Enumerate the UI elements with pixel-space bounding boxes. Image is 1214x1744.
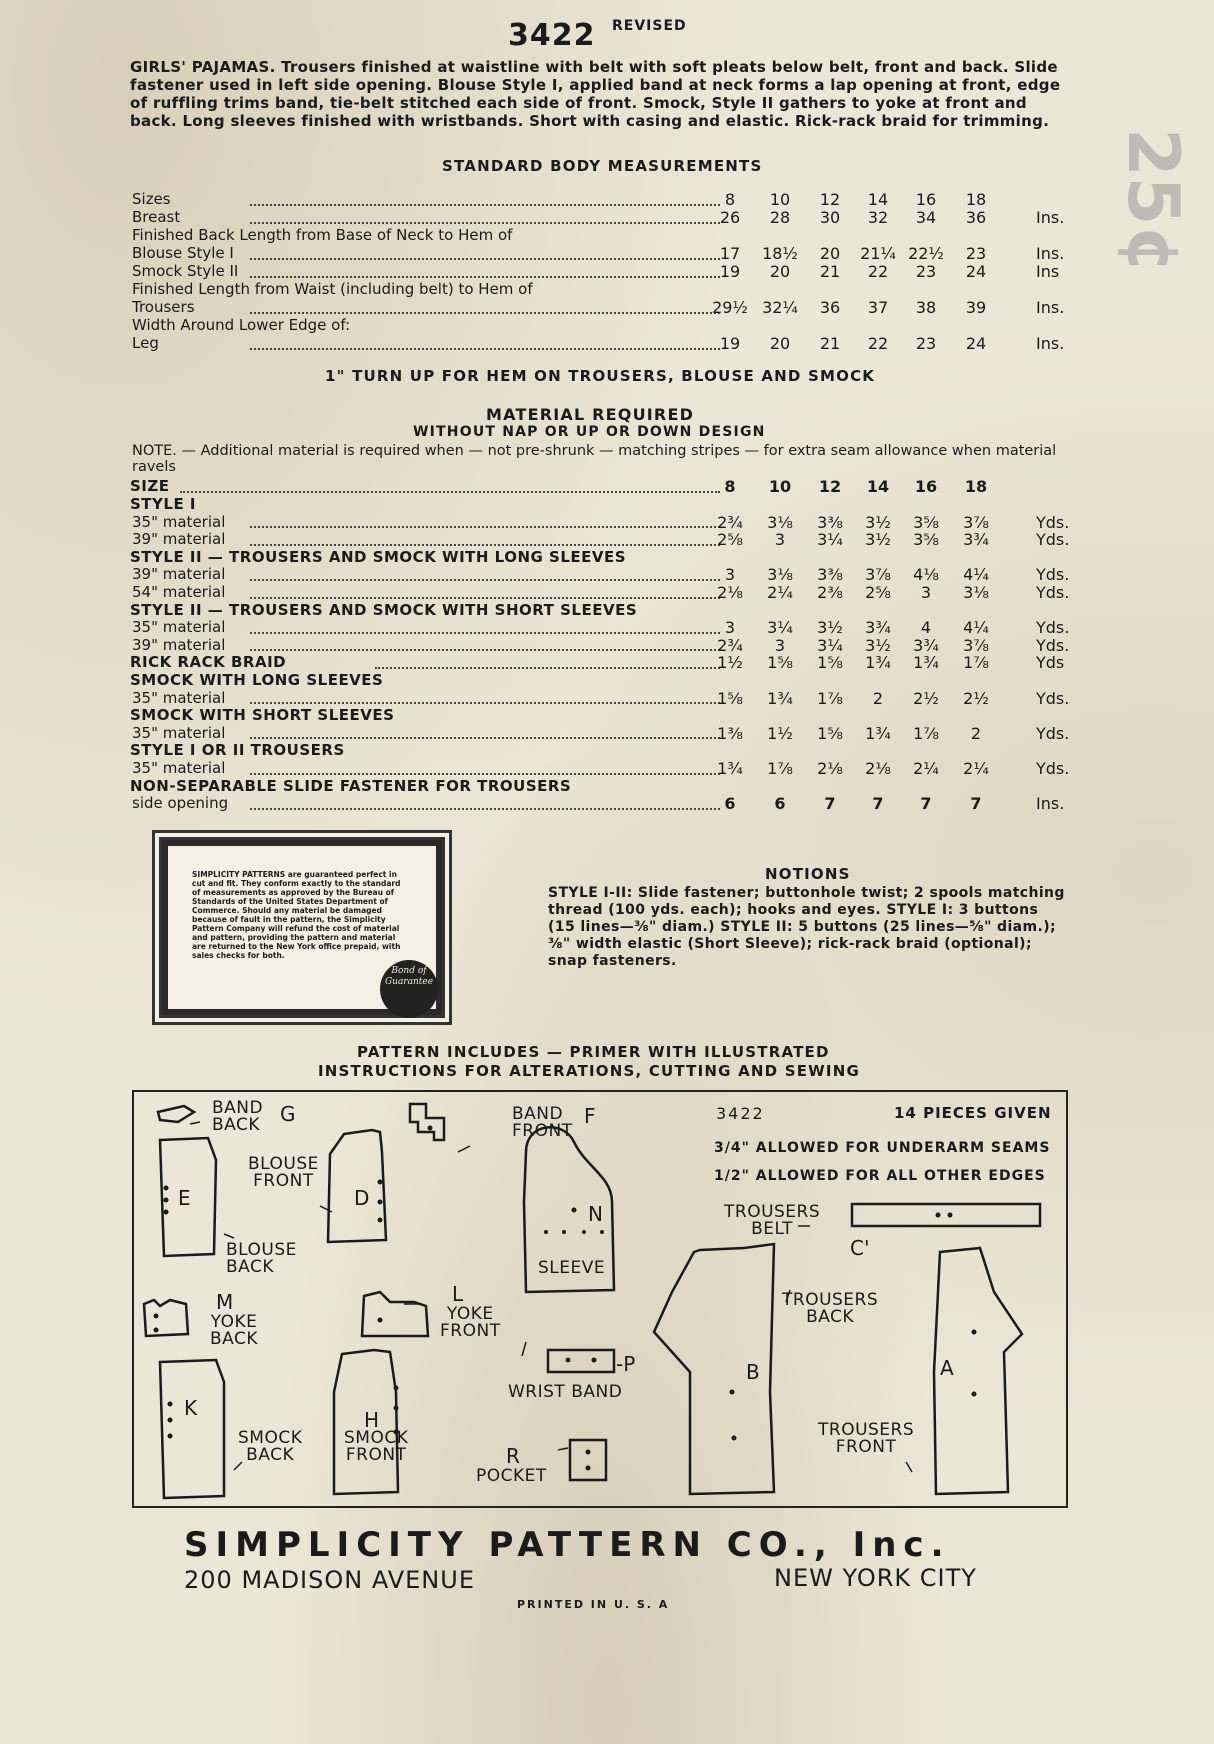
piece-letter-h: H <box>364 1408 380 1432</box>
measurements-table <box>130 190 1075 355</box>
piece-letter-a: A <box>940 1356 954 1380</box>
table-cell: 3 <box>724 565 736 585</box>
table-cell: 18 <box>965 190 987 209</box>
table-cell: 2¼ <box>767 583 793 602</box>
row-label: Finished Back Length from Base of Neck to Hem of <box>132 226 513 244</box>
guarantee-text: SIMPLICITY PATTERNS are guaranteed perfect in cut and fit. They conform exactly to the standard of measurements as approved by the Bureau of Standards of the United States Department of Commerce. Should any material be damaged because of fault in the pattern, the Simplicity Pattern Company will refund the cost of material and pattern, providing the pattern and material are returned to the New York office prepaid, with sales checks for both. <box>192 870 401 960</box>
table-cell: 1⅞ <box>767 759 793 778</box>
table-cell: 21¼ <box>860 244 896 263</box>
row-label: Sizes <box>132 190 171 208</box>
table-cell: 3½ <box>865 635 891 655</box>
piece-letter-m: M <box>216 1290 234 1314</box>
section-heading: STYLE II — TROUSERS AND SMOCK WITH LONG SLEEVES <box>130 547 627 566</box>
includes-line1: PATTERN INCLUDES — PRIMER WITH ILLUSTRATED <box>357 1043 830 1061</box>
leader-dots <box>250 579 720 581</box>
table-row <box>130 671 1075 689</box>
table-cell: 3⅜ <box>817 565 843 585</box>
table-cell: 1¾ <box>865 653 891 673</box>
unit-label: Yds. <box>1036 688 1070 708</box>
row-label: side opening <box>132 794 229 813</box>
table-cell: 2⅝ <box>865 583 891 602</box>
table-cell: 3¾ <box>865 618 891 638</box>
leader-dots <box>250 649 720 651</box>
unit-label: Yds <box>1036 653 1065 673</box>
piece-letter-c: C' <box>850 1236 870 1260</box>
revised-label: REVISED <box>612 18 687 34</box>
row-label: 39" material <box>132 565 226 584</box>
table-row <box>130 280 1075 298</box>
row-label: 35" material <box>132 512 226 531</box>
table-cell: 19 <box>719 262 741 281</box>
row-label: 39" material <box>132 530 226 549</box>
table-row <box>130 724 1075 742</box>
size-column-header: 8 <box>724 477 736 496</box>
table-row <box>130 741 1075 759</box>
table-cell: 1⅝ <box>817 653 843 673</box>
pattern-number: 3422 <box>508 18 596 53</box>
table-cell: 12 <box>819 190 841 209</box>
smock-front-label: SMOCK FRONT <box>344 1428 409 1465</box>
section-heading: RICK RACK BRAID <box>130 653 287 672</box>
table-cell: 3⅛ <box>767 565 793 585</box>
measurements-title: STANDARD BODY MEASUREMENTS <box>442 157 763 175</box>
blouse-back-label: BLOUSE BACK <box>226 1240 297 1277</box>
row-label: Width Around Lower Edge of: <box>132 316 351 334</box>
trousers-front-label: TROUSERS FRONT <box>818 1420 915 1457</box>
table-cell: 3⅜ <box>817 512 843 532</box>
leader-dots <box>375 667 720 669</box>
table-cell: 3 <box>774 530 786 550</box>
piece-letter-k: K <box>184 1396 198 1420</box>
printed-in-usa: PRINTED IN U. S. A <box>517 1598 670 1611</box>
table-cell: 21 <box>819 334 841 353</box>
size-column-header: 10 <box>768 477 792 496</box>
table-cell: 3⅞ <box>963 635 989 655</box>
leader-dots <box>180 491 720 493</box>
size-column-header: 14 <box>866 477 890 496</box>
table-cell: 20 <box>769 262 791 281</box>
company-address: 200 MADISON AVENUE <box>184 1566 475 1594</box>
section-heading: STYLE I OR II TROUSERS <box>130 741 345 760</box>
piece-letter-n: N <box>588 1202 603 1226</box>
table-row <box>130 208 1075 226</box>
table-cell: 32¼ <box>762 298 798 317</box>
leader-dots <box>250 348 720 350</box>
table-cell: 2¾ <box>717 635 743 655</box>
row-label: Smock Style II <box>132 262 239 280</box>
table-cell: 2⅛ <box>717 583 743 602</box>
unit-label: Yds. <box>1036 530 1070 550</box>
table-cell: 17 <box>719 244 741 263</box>
section-heading: STYLE I <box>130 495 197 513</box>
yoke-back-label: YOKE BACK <box>210 1312 259 1349</box>
pieces-count: 14 PIECES GIVEN <box>894 1104 1052 1122</box>
table-cell: 20 <box>819 244 841 263</box>
table-row <box>130 706 1075 724</box>
table-cell: 34 <box>915 208 937 227</box>
table-cell: 3⅝ <box>913 512 939 532</box>
table-row <box>130 759 1075 777</box>
section-heading: STYLE II — TROUSERS AND SMOCK WITH SHORT SLEEVES <box>130 600 638 619</box>
unit-label: Yds. <box>1036 618 1070 638</box>
table-cell: 1⅞ <box>963 653 989 673</box>
table-cell: 32 <box>867 208 889 227</box>
size-column-header: 16 <box>914 477 938 496</box>
size-column-header: 18 <box>964 477 988 496</box>
table-row <box>130 689 1075 707</box>
table-cell: 3⅞ <box>865 565 891 585</box>
table-cell: 3½ <box>865 530 891 550</box>
table-row <box>130 244 1075 262</box>
table-cell: 2¾ <box>717 512 743 532</box>
table-cell: 23 <box>915 262 937 281</box>
size-header-row <box>130 477 1075 495</box>
hem-note: 1" TURN UP FOR HEM ON TROUSERS, BLOUSE AND SMOCK <box>325 367 876 385</box>
table-cell: 22 <box>867 334 889 353</box>
table-cell: 22½ <box>908 244 944 263</box>
table-cell: 6 <box>774 794 786 814</box>
unit-label: Yds. <box>1036 723 1070 743</box>
table-cell: 18½ <box>762 244 798 263</box>
smock-back-piece <box>160 1360 224 1498</box>
leader-dots <box>250 632 720 634</box>
row-label: Blouse Style I <box>132 244 234 262</box>
unit-label: Ins. <box>1036 208 1065 227</box>
piece-letter-l: L <box>452 1282 464 1306</box>
table-cell: 4¼ <box>963 618 989 638</box>
band-front-label: BAND FRONT <box>512 1104 573 1141</box>
table-row <box>130 226 1075 244</box>
table-row <box>130 513 1075 531</box>
table-row <box>130 601 1075 619</box>
table-cell: 6 <box>724 794 736 814</box>
leader-dots <box>250 773 720 775</box>
section-heading: SMOCK WITH LONG SLEEVES <box>130 671 384 689</box>
band-back-piece <box>158 1106 194 1122</box>
table-cell: 2⅛ <box>865 759 891 778</box>
company-city: NEW YORK CITY <box>774 1564 977 1592</box>
row-label: Trousers <box>132 298 195 316</box>
unit-label: Ins. <box>1036 244 1065 263</box>
piece-letter-r: R <box>506 1444 520 1468</box>
table-row <box>130 618 1075 636</box>
table-cell: 24 <box>965 262 987 281</box>
trousers-back-label: TROUSERS BACK <box>782 1290 879 1327</box>
table-cell: 39 <box>965 298 987 317</box>
table-cell: 29½ <box>712 298 748 317</box>
material-title: MATERIAL REQUIRED <box>486 405 695 424</box>
table-cell: 4⅛ <box>913 565 939 585</box>
piece-letter-e: E <box>178 1186 191 1210</box>
material-subtitle: WITHOUT NAP OR UP OR DOWN DESIGN <box>413 424 766 440</box>
unit-label: Ins. <box>1036 298 1065 317</box>
section-heading: NON-SEPARABLE SLIDE FASTENER FOR TROUSERS <box>130 776 572 795</box>
table-cell: 19 <box>719 334 741 353</box>
table-cell: 3¼ <box>817 635 843 655</box>
table-cell: 2¼ <box>913 759 939 778</box>
piece-letter-d: D <box>354 1186 370 1210</box>
table-cell: 22 <box>867 262 889 281</box>
material-table <box>130 477 1075 817</box>
wrist-band-label: WRIST BAND <box>508 1382 623 1402</box>
table-cell: 3⅞ <box>963 512 989 532</box>
table-cell: 23 <box>915 334 937 353</box>
table-cell: 2¼ <box>963 759 989 778</box>
table-cell: 1¾ <box>717 759 743 778</box>
row-label: 35" material <box>132 688 226 707</box>
company-name: SIMPLICITY PATTERN CO., Inc. <box>184 1525 951 1565</box>
table-row <box>130 495 1075 513</box>
table-cell: 2⅜ <box>817 583 843 602</box>
band-front-piece <box>410 1104 444 1140</box>
table-cell: 1¾ <box>865 723 891 743</box>
unit-label: Ins <box>1036 262 1060 281</box>
table-cell: 28 <box>769 208 791 227</box>
table-cell: 1⅞ <box>913 723 939 743</box>
pieces-pattern-number: 3422 <box>716 1104 765 1123</box>
trousers-belt-piece <box>852 1204 1040 1226</box>
table-cell: 3¾ <box>913 635 939 655</box>
table-cell: 36 <box>819 298 841 317</box>
unit-label: Yds. <box>1036 635 1070 655</box>
table-cell: 7 <box>970 794 982 814</box>
row-label: 54" material <box>132 583 226 601</box>
blouse-front-label: BLOUSE FRONT <box>248 1154 319 1191</box>
piece-letter-p: -P <box>616 1352 636 1376</box>
table-cell: 1¾ <box>767 688 793 708</box>
table-cell: 3¾ <box>963 530 989 550</box>
table-row <box>130 190 1075 208</box>
leader-dots <box>250 204 720 206</box>
table-row <box>130 262 1075 280</box>
pocket-piece <box>570 1440 606 1480</box>
table-cell: 3⅛ <box>963 583 989 602</box>
allowance-underarm: 3/4" ALLOWED FOR UNDERARM SEAMS <box>714 1140 1051 1156</box>
leader-dots <box>250 737 720 739</box>
leader-dots <box>250 808 720 810</box>
row-label: Finished Length from Waist (including belt) to Hem of <box>132 280 533 298</box>
table-cell: 1⅝ <box>817 723 843 743</box>
table-cell: 7 <box>824 794 836 814</box>
sleeve-label: SLEEVE <box>538 1258 606 1278</box>
table-cell: 3¼ <box>767 618 793 638</box>
table-cell: 26 <box>719 208 741 227</box>
yoke-front-piece <box>362 1292 428 1336</box>
table-cell: 38 <box>915 298 937 317</box>
notions-text: STYLE I-II: Slide fastener; buttonhole twist; 2 spools matching thread (100 yds. each); hooks and eyes. STYLE I: 3 buttons (15 lines—⅜" diam.) STYLE II: 5 buttons (25 lines—⅝" diam.); ⅜" width elastic (Short Sleeve); rick-rack braid (optional); snap fasteners. <box>548 885 1065 969</box>
table-row <box>130 653 1075 671</box>
table-row <box>130 334 1075 352</box>
table-cell: 3 <box>724 618 736 638</box>
leader-dots <box>250 222 720 224</box>
table-cell: 1⅝ <box>717 688 743 708</box>
table-cell: 2 <box>872 688 884 708</box>
table-cell: 1⅝ <box>767 653 793 673</box>
unit-label: Ins. <box>1036 334 1065 353</box>
pattern-pieces-diagram <box>132 1090 1068 1508</box>
guarantee-seal: Bond of Guarantee <box>380 960 438 1018</box>
unit-label: Yds. <box>1036 583 1070 602</box>
leader-dots <box>250 597 720 599</box>
notions-title: NOTIONS <box>765 865 851 883</box>
row-label: 35" material <box>132 759 226 777</box>
table-cell: 2 <box>970 723 982 743</box>
size-column-header: 12 <box>818 477 842 496</box>
row-label: Leg <box>132 334 159 352</box>
table-cell: 2⅝ <box>717 530 743 550</box>
row-label: 39" material <box>132 635 226 654</box>
trousers-belt-label: TROUSERS BELT <box>724 1202 821 1239</box>
pattern-description: GIRLS' PAJAMAS. Trousers finished at waistline with belt with soft pleats below belt, front and back. Slide fastener used in left side opening. Blouse Style I, applied band at neck forms a lap opening at front, edge of ruffling trims band, tie-belt stitched each side of front. Smock, Style II gathers to yoke at front and back. Long sleeves finished with wristbands. Short with casing and elastic. Rick-rack braid for trimming. <box>130 58 1061 130</box>
table-row <box>130 794 1075 812</box>
piece-letter-g: G <box>280 1102 296 1126</box>
table-cell: 1⅞ <box>817 688 843 708</box>
leader-dots <box>250 258 720 260</box>
table-row <box>130 548 1075 566</box>
leader-dots <box>250 702 720 704</box>
table-cell: 2½ <box>963 688 989 708</box>
guarantee-certificate <box>152 830 452 1025</box>
wrist-band-piece <box>548 1350 614 1372</box>
table-cell: 3 <box>920 583 932 602</box>
table-cell: 2½ <box>913 688 939 708</box>
table-row <box>130 298 1075 316</box>
table-cell: 8 <box>724 190 736 209</box>
table-cell: 24 <box>965 334 987 353</box>
material-note: NOTE. — Additional material is required when — not pre-shrunk — matching stripes — for extra seam allowance when material ravels <box>132 443 1057 475</box>
table-cell: 3½ <box>865 512 891 532</box>
section-heading: SMOCK WITH SHORT SLEEVES <box>130 706 395 725</box>
row-label: 35" material <box>132 618 226 637</box>
table-cell: 21 <box>819 262 841 281</box>
table-row <box>130 777 1075 795</box>
price-stamp: 25¢ <box>1112 127 1195 275</box>
table-cell: 7 <box>920 794 932 814</box>
table-cell: 16 <box>915 190 937 209</box>
table-cell: 30 <box>819 208 841 227</box>
table-cell: 1⅜ <box>717 723 743 743</box>
table-cell: 4¼ <box>963 565 989 585</box>
table-cell: 37 <box>867 298 889 317</box>
table-row <box>130 583 1075 601</box>
table-cell: 3¼ <box>817 530 843 550</box>
table-cell: 3½ <box>817 618 843 638</box>
table-row <box>130 316 1075 334</box>
table-cell: 1½ <box>717 653 743 673</box>
table-cell: 7 <box>872 794 884 814</box>
piece-letter-f: F <box>584 1104 596 1128</box>
unit-label: Yds. <box>1036 512 1070 532</box>
table-row <box>130 565 1075 583</box>
table-cell: 1¾ <box>913 653 939 673</box>
yoke-back-piece <box>144 1300 188 1336</box>
table-cell: 20 <box>769 334 791 353</box>
leader-dots <box>250 526 720 528</box>
leader-dots <box>250 276 720 278</box>
smock-back-label: SMOCK BACK <box>238 1428 303 1465</box>
table-cell: 2⅛ <box>817 759 843 778</box>
row-label: Breast <box>132 208 181 226</box>
unit-label: Yds. <box>1036 565 1070 585</box>
table-cell: 36 <box>965 208 987 227</box>
table-row <box>130 530 1075 548</box>
band-back-label: BAND BACK <box>212 1098 264 1135</box>
pocket-label: POCKET <box>476 1466 547 1486</box>
table-cell: 4 <box>920 618 932 638</box>
includes-line2: INSTRUCTIONS FOR ALTERATIONS, CUTTING AND SEWING <box>318 1062 860 1080</box>
leader-dots <box>250 312 720 314</box>
unit-label: Yds. <box>1036 759 1070 778</box>
table-cell: 23 <box>965 244 987 263</box>
size-label: SIZE <box>130 477 170 495</box>
table-cell: 10 <box>769 190 791 209</box>
allowance-other: 1/2" ALLOWED FOR ALL OTHER EDGES <box>714 1168 1046 1184</box>
leader-dots <box>250 544 720 546</box>
table-cell: 3⅛ <box>767 512 793 532</box>
table-cell: 1½ <box>767 723 793 743</box>
unit-label: Ins. <box>1036 794 1065 814</box>
table-row <box>130 636 1075 654</box>
piece-letter-b: B <box>746 1360 760 1384</box>
row-label: 35" material <box>132 723 226 742</box>
table-cell: 3⅝ <box>913 530 939 550</box>
table-cell: 14 <box>867 190 889 209</box>
table-cell: 3 <box>774 635 786 655</box>
yoke-front-label: YOKE FRONT <box>440 1304 501 1341</box>
